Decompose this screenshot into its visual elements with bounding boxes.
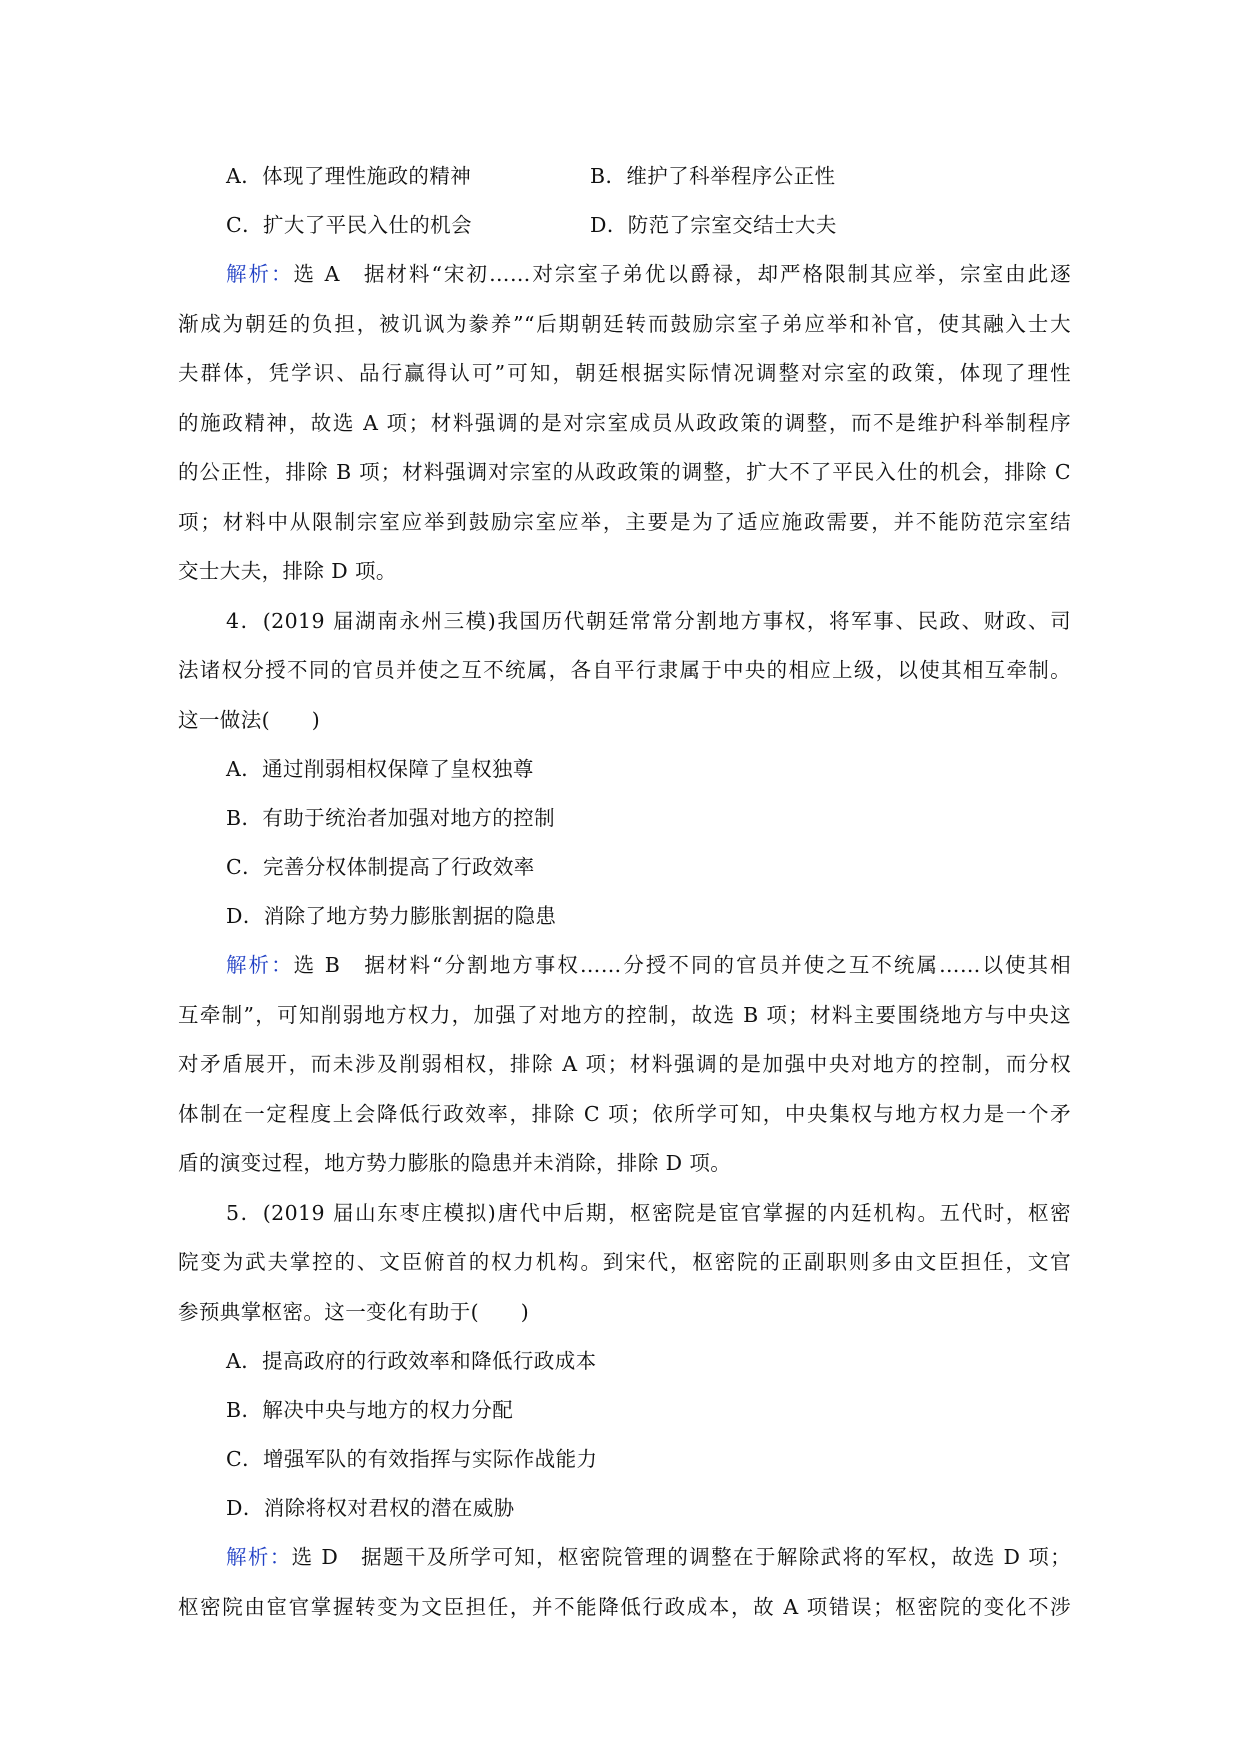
- q5-option-b[interactable]: B．解决中央与地方的权力分配: [226, 1398, 514, 1422]
- analysis-text: 选 D 据题干及所学可知，枢密院管理的调整在于解除武将的军权，故选 D 项；: [291, 1545, 1071, 1569]
- q3-options-row-1: [178, 152, 1071, 201]
- analysis-label: 解析：: [226, 262, 294, 286]
- q3-analysis-line-3: 夫群体，凭学识、品行赢得认可”可知，朝廷根据实际情况调整对宗室的政策，体现了理性: [178, 361, 1071, 385]
- q4-analysis-line-2: 互牵制”，可知削弱地方权力，加强了对地方的控制，故选 B 项；材料主要围绕地方与中央这: [178, 1002, 1071, 1027]
- q4-analysis: [178, 941, 1071, 1189]
- q3-analysis-line-7: 交士大夫，排除 D 项。: [178, 559, 397, 583]
- q5-option-d[interactable]: D．消除将权对君权的潜在威胁: [226, 1496, 515, 1520]
- document-page: [178, 152, 1071, 1632]
- q5-analysis: [178, 1533, 1071, 1632]
- q5-option-a[interactable]: A．提高政府的行政效率和降低行政成本: [226, 1349, 597, 1373]
- q4-option-c[interactable]: C．完善分权体制提高了行政效率: [226, 855, 535, 879]
- q5-stem-line-2: 院变为武夫掌控的、文臣俯首的权力机构。到宋代，枢密院的正副职则多由文臣担任，文官: [178, 1250, 1071, 1274]
- q4-option-b[interactable]: B．有助于统治者加强对地方的控制: [226, 806, 555, 830]
- q3-option-b[interactable]: B．维护了科举程序公正性: [590, 164, 836, 188]
- q4-option-a[interactable]: A．通过削弱相权保障了皇权独尊: [226, 757, 534, 781]
- analysis-label: 解析：: [226, 953, 294, 977]
- q3-analysis-line-1: [178, 250, 1071, 300]
- q5-stem-line-3: 参预典掌枢密。这一变化有助于( ): [178, 1299, 530, 1324]
- q3-analysis: [178, 250, 1071, 597]
- q4-analysis-line-3: 对矛盾展开，而未涉及削弱相权，排除 A 项；材料强调的是加强中央对地方的控制，而分权: [178, 1052, 1071, 1076]
- q5-analysis-line-2: 枢密院由宦官掌握转变为文臣担任，并不能降低行政成本，故 A 项错误；枢密院的变化不涉: [178, 1594, 1071, 1619]
- q3-option-c[interactable]: C．扩大了平民入仕的机会: [226, 213, 472, 237]
- q3-analysis-line-2: 渐成为朝廷的负担，被讥讽为豢养”“后期朝廷转而鼓励宗室子弟应举和补官，使其融入士大: [178, 311, 1071, 336]
- q5-stem-line-1: 5．(2019 届山东枣庄模拟)唐代中后期，枢密院是宦官掌握的内廷机构。五代时，枢密: [226, 1200, 1071, 1225]
- analysis-label: 解析：: [226, 1545, 292, 1569]
- q4-stem-line-3: 这一做法( ): [178, 707, 321, 732]
- q4-analysis-line-4: 体制在一定程度上会降低行政效率，排除 C 项；依所学可知，中央集权与地方权力是一个矛: [178, 1101, 1071, 1126]
- q4-analysis-line-5: 盾的演变过程，地方势力膨胀的隐患并未消除，排除 D 项。: [178, 1151, 732, 1175]
- q3-options-row-2: [178, 201, 1071, 250]
- q4-option-d[interactable]: D．消除了地方势力膨胀割据的隐患: [226, 904, 557, 928]
- q4-stem-line-1: 4．(2019 届湖南永州三模)我国历代朝廷常常分割地方事权，将军事、民政、财政、司: [226, 608, 1071, 633]
- q5-option-c[interactable]: C．增强军队的有效指挥与实际作战能力: [226, 1447, 598, 1471]
- q3-option-d[interactable]: D．防范了宗室交结士大夫: [590, 213, 837, 237]
- q4-stem: [178, 597, 1071, 746]
- analysis-text: 选 B 据材料“分割地方事权……分授不同的官员并使之互不统属……以使其相: [293, 953, 1071, 977]
- q5-stem: [178, 1189, 1071, 1338]
- analysis-text: 选 A 据材料“宋初……对宗室子弟优以爵禄，却严格限制其应举，宗室由此逐: [293, 262, 1071, 286]
- q4-stem-line-2: 法诸权分授不同的官员并使之互不统属，各自平行隶属于中央的相应上级，以使其相互牵制。: [178, 658, 1071, 682]
- q3-analysis-line-6: 项；材料中从限制宗室应举到鼓励宗室应举，主要是为了适应施政需要，并不能防范宗室结: [178, 509, 1071, 534]
- q5-analysis-line-1: [178, 1533, 1071, 1583]
- q3-analysis-line-5: 的公正性，排除 B 项；材料强调对宗室的从政政策的调整，扩大不了平民入仕的机会，排除 C: [178, 460, 1071, 484]
- q3-analysis-line-4: 的施政精神，故选 A 项；材料强调的是对宗室成员从政政策的调整，而不是维护科举制程序: [178, 410, 1071, 435]
- q3-option-a[interactable]: A．体现了理性施政的精神: [226, 164, 472, 188]
- q4-analysis-line-1: [178, 941, 1071, 991]
